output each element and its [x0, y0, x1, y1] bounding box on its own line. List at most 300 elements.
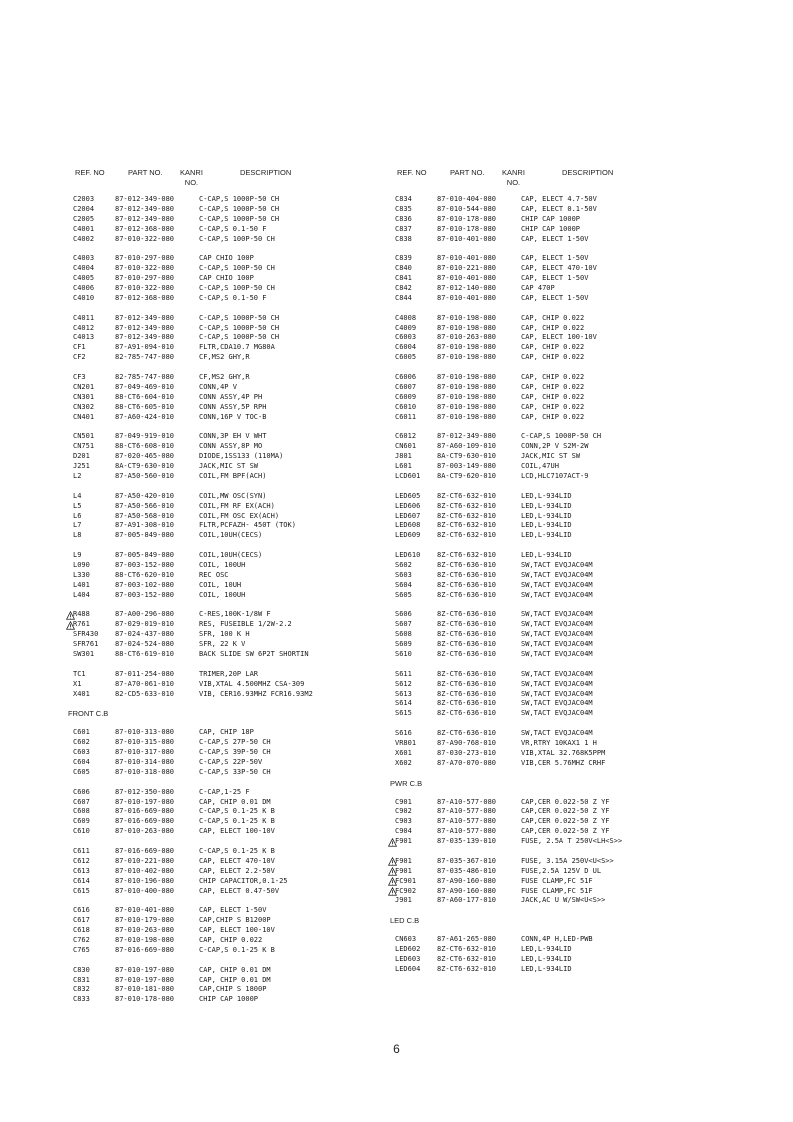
description: JACK,AC U W/SW<U<S>>: [521, 896, 606, 905]
description: SW,TACT EVQJAC04M: [521, 699, 593, 708]
ref-no: S608: [395, 630, 412, 639]
parts-row: [68, 906, 398, 916]
parts-group: [68, 492, 398, 541]
description: CAP, ELECT 100-10V: [521, 333, 597, 342]
parts-group: [68, 847, 398, 896]
ref-no: S604: [395, 580, 412, 589]
parts-row: [68, 432, 398, 442]
parts-row: [390, 205, 720, 215]
ref-no: C611: [73, 847, 90, 855]
parts-row: [68, 274, 398, 284]
part-no: 87-A10-577-080: [437, 827, 497, 836]
parts-row: [68, 857, 398, 867]
part-no: 88-CT6-605-010: [115, 402, 175, 411]
description: CAP, CHIP 0.022: [521, 373, 585, 382]
part-no: 87-010-297-080: [115, 274, 175, 283]
part-no: 87-011-254-080: [115, 669, 175, 678]
parts-group: [390, 670, 720, 719]
description: C-CAP,S 1000P-50 CH: [199, 214, 280, 223]
parts-row: [390, 887, 720, 897]
description: CAP, ELECT 470-10V: [199, 856, 275, 865]
parts-row: [68, 225, 398, 235]
parts-row: [390, 472, 720, 482]
part-no: 87-010-197-080: [115, 975, 175, 984]
ref-no: C4001: [73, 224, 95, 233]
ref-no: R488: [73, 610, 90, 619]
ref-no: C6009: [395, 392, 417, 401]
ref-no: TC1: [73, 669, 86, 678]
ref-no: C836: [395, 214, 412, 223]
ref-no: C4010: [73, 293, 95, 302]
parts-row: [68, 680, 398, 690]
part-no: 8Z-CT6-636-010: [437, 679, 497, 688]
part-no: 8Z-CT6-636-010: [437, 709, 497, 718]
part-no: 87-012-349-080: [115, 323, 175, 332]
page-number: 6: [393, 1042, 400, 1056]
description: CAP 470P: [521, 284, 555, 293]
parts-row: [68, 670, 398, 680]
description: FUSE, 2.5A T 250V<LH<S>>: [521, 837, 623, 846]
part-no: 87-010-314-080: [115, 757, 175, 766]
parts-group: [390, 195, 720, 244]
ref-no: F901: [395, 866, 412, 875]
parts-row: [390, 432, 720, 442]
part-no: 87-012-349-080: [115, 313, 175, 322]
part-no: 87-010-544-080: [437, 204, 497, 213]
parts-row: [390, 867, 720, 877]
description-header: DESCRIPTION: [240, 168, 292, 177]
description: CAP,CHIP S B1200P: [199, 916, 271, 925]
parts-row: [68, 768, 398, 778]
part-no: 87-010-198-080: [437, 402, 497, 411]
description: LED,L-934LID: [521, 945, 572, 954]
ref-no: C4006: [73, 284, 95, 293]
description: CF,MS2 GHY,R: [199, 353, 250, 362]
description: CHIP CAP 1000P: [521, 214, 581, 223]
description: SW,TACT EVQJAC04M: [521, 669, 593, 678]
ref-no: C605: [73, 767, 90, 776]
parts-row: [68, 531, 398, 541]
parts-row: [68, 403, 398, 413]
parts-row: [68, 294, 398, 304]
part-no: 87-010-315-080: [115, 738, 175, 747]
parts-row: [68, 630, 398, 640]
part-no: 87-035-139-010: [437, 837, 497, 846]
parts-row: [390, 413, 720, 423]
part-no: 87-010-178-080: [437, 214, 497, 223]
part-no: 87-012-368-080: [115, 224, 175, 233]
parts-row: [68, 867, 398, 877]
section-title: LED C.B: [390, 916, 420, 926]
parts-group: [390, 857, 720, 906]
ref-no: C6012: [395, 432, 417, 441]
part-no: 87-010-401-080: [437, 234, 497, 243]
part-no: 87-012-368-080: [115, 293, 175, 302]
part-no: 87-A60-109-010: [437, 442, 497, 451]
ref-no: C837: [395, 224, 412, 233]
ref-no: L404: [73, 590, 90, 599]
part-no: 87-029-019-010: [115, 620, 175, 629]
description: FUSE, 3.15A 250V<U<S>>: [521, 856, 614, 865]
parts-row: [390, 571, 720, 581]
part-no: 87-003-152-080: [115, 560, 175, 569]
part-no: 87-010-402-080: [115, 866, 175, 875]
part-no: 82-785-747-080: [115, 353, 175, 362]
parts-row: [390, 729, 720, 739]
ref-no: C618: [73, 926, 90, 935]
description: CAP, CHIP 0.022: [521, 343, 585, 352]
parts-row: [68, 847, 398, 857]
ref-no: C613: [73, 866, 90, 875]
ref-no: CN201: [73, 382, 95, 391]
description: LED,L-934LID: [521, 531, 572, 540]
ref-no: CF3: [73, 373, 86, 382]
part-no: 87-016-669-080: [115, 807, 175, 816]
description: LED,L-934LID: [521, 511, 572, 520]
description: CAP, ELECT 0.47-50V: [199, 886, 280, 895]
parts-row: [68, 383, 398, 393]
part-no: 87-012-349-080: [115, 333, 175, 342]
ref-no: C4008: [395, 313, 417, 322]
parts-row: [390, 521, 720, 531]
description: CAP, ELECT 470-10V: [521, 264, 597, 273]
description: CHIP CAP 1000P: [199, 995, 259, 1004]
description: SW,TACT EVQJAC04M: [521, 560, 593, 569]
description: COIL,10UH(CECS): [199, 531, 263, 540]
description: COIL, 100UH: [199, 590, 246, 599]
ref-no: L601: [395, 462, 412, 471]
parts-row: [68, 235, 398, 245]
ref-no: C841: [395, 274, 412, 283]
part-no: 87-010-263-080: [437, 333, 497, 342]
part-no: 87-010-197-080: [115, 797, 175, 806]
part-no: 87-024-524-080: [115, 640, 175, 649]
ref-no: C2005: [73, 214, 95, 223]
parts-row: [68, 827, 398, 837]
description: COIL,MW OSC(SYN): [199, 491, 267, 500]
ref-no: C617: [73, 916, 90, 925]
parts-row: [68, 413, 398, 423]
ref-no: S614: [395, 699, 412, 708]
parts-row: [390, 512, 720, 522]
parts-row: [68, 462, 398, 472]
part-no: 8Z-CT6-636-010: [437, 669, 497, 678]
description: C-CAP,S 39P-50 CH: [199, 748, 271, 757]
ref-no: L090: [73, 560, 90, 569]
kanri-no-header: KANRI NO.: [180, 168, 203, 187]
part-no: 87-010-322-080: [115, 264, 175, 273]
ref-no: C6004: [395, 343, 417, 352]
ref-no: VR801: [395, 738, 417, 747]
description: CAP, CHIP 0.022: [521, 382, 585, 391]
ref-no: LED603: [395, 955, 421, 964]
description: C-CAP,S 1000P-50 CH: [199, 195, 280, 203]
ref-no: SFR430: [73, 630, 99, 639]
part-no: 8Z-CT6-636-010: [437, 610, 497, 619]
parts-row: [390, 314, 720, 324]
ref-no: C6010: [395, 402, 417, 411]
part-no: 87-010-198-080: [115, 936, 175, 945]
parts-row: [68, 521, 398, 531]
description: LCD,HLC7107ACT-9: [521, 471, 589, 480]
part-no: 87-A90-160-080: [437, 876, 497, 885]
description: C-CAP,S 1000P-50 CH: [521, 432, 602, 441]
column-header: [390, 166, 720, 188]
parts-row: [390, 225, 720, 235]
parts-group: [68, 432, 398, 481]
parts-row: [68, 788, 398, 798]
parts-row: [68, 512, 398, 522]
parts-row: [390, 690, 720, 700]
parts-column-right: [390, 166, 720, 985]
parts-group: [390, 432, 720, 481]
description: CONN ASSY,5P RPH: [199, 402, 267, 411]
part-no: 87-003-102-080: [115, 580, 175, 589]
parts-row: [68, 985, 398, 995]
part-no: 87-A50-566-010: [115, 501, 175, 510]
parts-row: [390, 561, 720, 571]
parts-row: [68, 284, 398, 294]
description: CONN,16P V TOC-B: [199, 412, 267, 421]
description: SW,TACT EVQJAC04M: [521, 620, 593, 629]
part-no: 87-A00-296-080: [115, 610, 175, 619]
parts-row: [68, 195, 398, 205]
description: RES, FUSEIBLE 1/2W-2.2: [199, 620, 292, 629]
part-no: 87-A60-177-010: [437, 896, 497, 905]
description: LED,L-934LID: [521, 551, 572, 560]
ref-no: C844: [395, 293, 412, 302]
ref-no: LED605: [395, 491, 421, 500]
section-title: FRONT C.B: [68, 709, 109, 719]
ref-no: LED610: [395, 551, 421, 560]
part-no: 87-035-367-010: [437, 856, 497, 865]
ref-no: C904: [395, 827, 412, 836]
description: CAP, CHIP 0.022: [521, 323, 585, 332]
description: SW,TACT EVQJAC04M: [521, 689, 593, 698]
ref-no: C834: [395, 195, 412, 203]
part-no: 8Z-CT6-632-010: [437, 955, 497, 964]
description: CAP, ELECT 1-50V: [199, 906, 267, 915]
ref-no: C903: [395, 817, 412, 826]
parts-row: [68, 452, 398, 462]
description: CONN ASSY,8P MO: [199, 442, 263, 451]
part-no: 87-010-317-080: [115, 748, 175, 757]
part-no: 87-010-198-080: [437, 373, 497, 382]
parts-row: [68, 314, 398, 324]
description: C-CAP,S 0.1-50 F: [199, 224, 267, 233]
ref-no: S616: [395, 729, 412, 738]
parts-row: [390, 699, 720, 709]
part-no: 87-010-198-080: [437, 382, 497, 391]
description: CONN,2P V S2M-2W: [521, 442, 589, 451]
description: LED,L-934LID: [521, 955, 572, 964]
parts-row: [68, 936, 398, 946]
part-no: 8Z-CT6-632-010: [437, 521, 497, 530]
parts-row: [68, 946, 398, 956]
description: C-CAP,S 22P-50V: [199, 757, 263, 766]
parts-row: [68, 492, 398, 502]
ref-no: C830: [73, 965, 90, 974]
description: SW,TACT EVQJAC04M: [521, 610, 593, 619]
description: CAP, ELECT 2.2-50V: [199, 866, 275, 875]
part-no: 87-010-198-080: [437, 353, 497, 362]
parts-group: [68, 551, 398, 600]
description: C-CAP,S 1000P-50 CH: [199, 204, 280, 213]
parts-row: [68, 798, 398, 808]
parts-row: [390, 254, 720, 264]
part-no: 87-010-404-080: [437, 195, 497, 203]
description: CAP, ELECT 1-50V: [521, 234, 589, 243]
parts-row: [68, 817, 398, 827]
description: SW,TACT EVQJAC04M: [521, 649, 593, 658]
part-no: 87-016-669-080: [115, 945, 175, 954]
part-no: 87-035-486-010: [437, 866, 497, 875]
description: SW,TACT EVQJAC04M: [521, 729, 593, 738]
ref-no: C6006: [395, 373, 417, 382]
parts-row: [390, 353, 720, 363]
ref-no: C607: [73, 797, 90, 806]
description: CAP, ELECT 4.7-50V: [521, 195, 597, 203]
ref-no: C4011: [73, 313, 95, 322]
part-no: 87-010-178-080: [437, 224, 497, 233]
part-no: 8Z-CT6-632-010: [437, 511, 497, 520]
parts-row: [68, 728, 398, 738]
ref-no: L4: [73, 491, 82, 500]
parts-row: [390, 817, 720, 827]
ref-no-header: REF. NO: [397, 168, 427, 177]
ref-no: CF1: [73, 343, 86, 352]
part-no: 8A-CT9-620-010: [437, 471, 497, 480]
part-no: 87-010-196-080: [115, 876, 175, 885]
ref-no: S615: [395, 709, 412, 718]
ref-no: C4003: [73, 254, 95, 263]
ref-no: CN601: [395, 442, 417, 451]
parts-row: [390, 264, 720, 274]
description: CAP, CHIP 0.01 DM: [199, 975, 271, 984]
description: BACK SLIDE SW 6P2T SHORTIN: [199, 649, 309, 658]
part-no: 87-010-181-080: [115, 985, 175, 994]
ref-no: C901: [395, 797, 412, 806]
description: FUSE CLAMP,FC 51F: [521, 886, 593, 895]
description: C-CAP,S 1000P-50 CH: [199, 333, 280, 342]
parts-group: [68, 254, 398, 303]
ref-no: L8: [73, 531, 82, 540]
part-no: 87-010-400-080: [115, 886, 175, 895]
ref-no: C4013: [73, 333, 95, 342]
part-no: 87-A60-424-010: [115, 412, 175, 421]
description: VIB,XTAL 4.500MHZ CSA-309: [199, 679, 305, 688]
parts-row: [390, 670, 720, 680]
part-no: 8Z-CT6-636-010: [437, 689, 497, 698]
description: C-CAP,S 0.1-25 K B: [199, 807, 275, 816]
description: CAP, ELECT 100-10V: [199, 926, 275, 935]
ref-no: S603: [395, 570, 412, 579]
ref-no: C603: [73, 748, 90, 757]
parts-row: [390, 620, 720, 630]
part-no: 87-010-178-080: [115, 995, 175, 1004]
ref-no: C608: [73, 807, 90, 816]
ref-no: L5: [73, 501, 82, 510]
part-no: 87-016-669-080: [115, 847, 175, 855]
parts-row: [390, 403, 720, 413]
ref-no: FC902: [395, 886, 417, 895]
part-no: 8Z-CT6-632-010: [437, 491, 497, 500]
ref-no: S602: [395, 560, 412, 569]
description: C-CAP,S 1000P-50 CH: [199, 313, 280, 322]
description: C-RES,100K-1/8W F: [199, 610, 271, 619]
parts-group: [390, 798, 720, 847]
parts-row: [390, 215, 720, 225]
description: C-CAP,S 100P-50 CH: [199, 234, 275, 243]
ref-no: CN301: [73, 392, 95, 401]
description: CAP, CHIP 18P: [199, 728, 254, 737]
ref-no: L7: [73, 521, 82, 530]
ref-no: CN401: [73, 412, 95, 421]
ref-no: C614: [73, 876, 90, 885]
parts-row: [390, 581, 720, 591]
description: C-CAP,1-25 F: [199, 787, 250, 796]
part-no-header: PART NO.: [128, 168, 163, 177]
ref-no: FC901: [395, 876, 417, 885]
parts-row: [390, 739, 720, 749]
description: JACK,MIC ST SW: [199, 462, 259, 471]
ref-no: R761: [73, 620, 90, 629]
parts-group: [68, 728, 398, 777]
part-no: 87-010-401-080: [437, 254, 497, 263]
ref-no: LCD601: [395, 471, 421, 480]
description: SW,TACT EVQJAC04M: [521, 679, 593, 688]
part-no: 8Z-CT6-636-010: [437, 570, 497, 579]
ref-no: C609: [73, 817, 90, 826]
part-no: 87-010-179-080: [115, 916, 175, 925]
parts-row: [68, 620, 398, 630]
description: LED,L-934LID: [521, 521, 572, 530]
parts-row: [390, 324, 720, 334]
description: CAP, CHIP 0.022: [521, 313, 585, 322]
ref-no: S605: [395, 590, 412, 599]
description: C-CAP,S 0.1-25 K B: [199, 817, 275, 826]
parts-row: [390, 452, 720, 462]
part-no: 8Z-CT6-636-010: [437, 580, 497, 589]
part-no: 8Z-CT6-636-010: [437, 590, 497, 599]
ref-no: S613: [395, 689, 412, 698]
parts-group: [390, 551, 720, 600]
description: SW,TACT EVQJAC04M: [521, 580, 593, 589]
parts-row: [390, 531, 720, 541]
parts-list-right: [390, 195, 720, 975]
parts-group: [390, 729, 720, 769]
part-no: 8Z-CT6-632-010: [437, 501, 497, 510]
parts-row: [68, 324, 398, 334]
part-no: 87-049-469-010: [115, 382, 175, 391]
part-no: 88-CT6-604-010: [115, 392, 175, 401]
ref-no: J251: [73, 462, 90, 471]
ref-no: C2004: [73, 204, 95, 213]
description: COIL,47UH: [521, 462, 559, 471]
section-title: PWR C.B: [390, 778, 423, 788]
parts-row: [390, 935, 720, 945]
description: C-CAP,S 1000P-50 CH: [199, 323, 280, 332]
ref-no: CN302: [73, 402, 95, 411]
ref-no: C838: [395, 234, 412, 243]
parts-row: [68, 353, 398, 363]
description: COIL,10UH(CECS): [199, 551, 263, 560]
parts-row: [390, 709, 720, 719]
parts-row: [68, 571, 398, 581]
description: COIL, 10UH: [199, 580, 242, 589]
description: C-CAP,S 27P-50 CH: [199, 738, 271, 747]
parts-row: [390, 965, 720, 975]
